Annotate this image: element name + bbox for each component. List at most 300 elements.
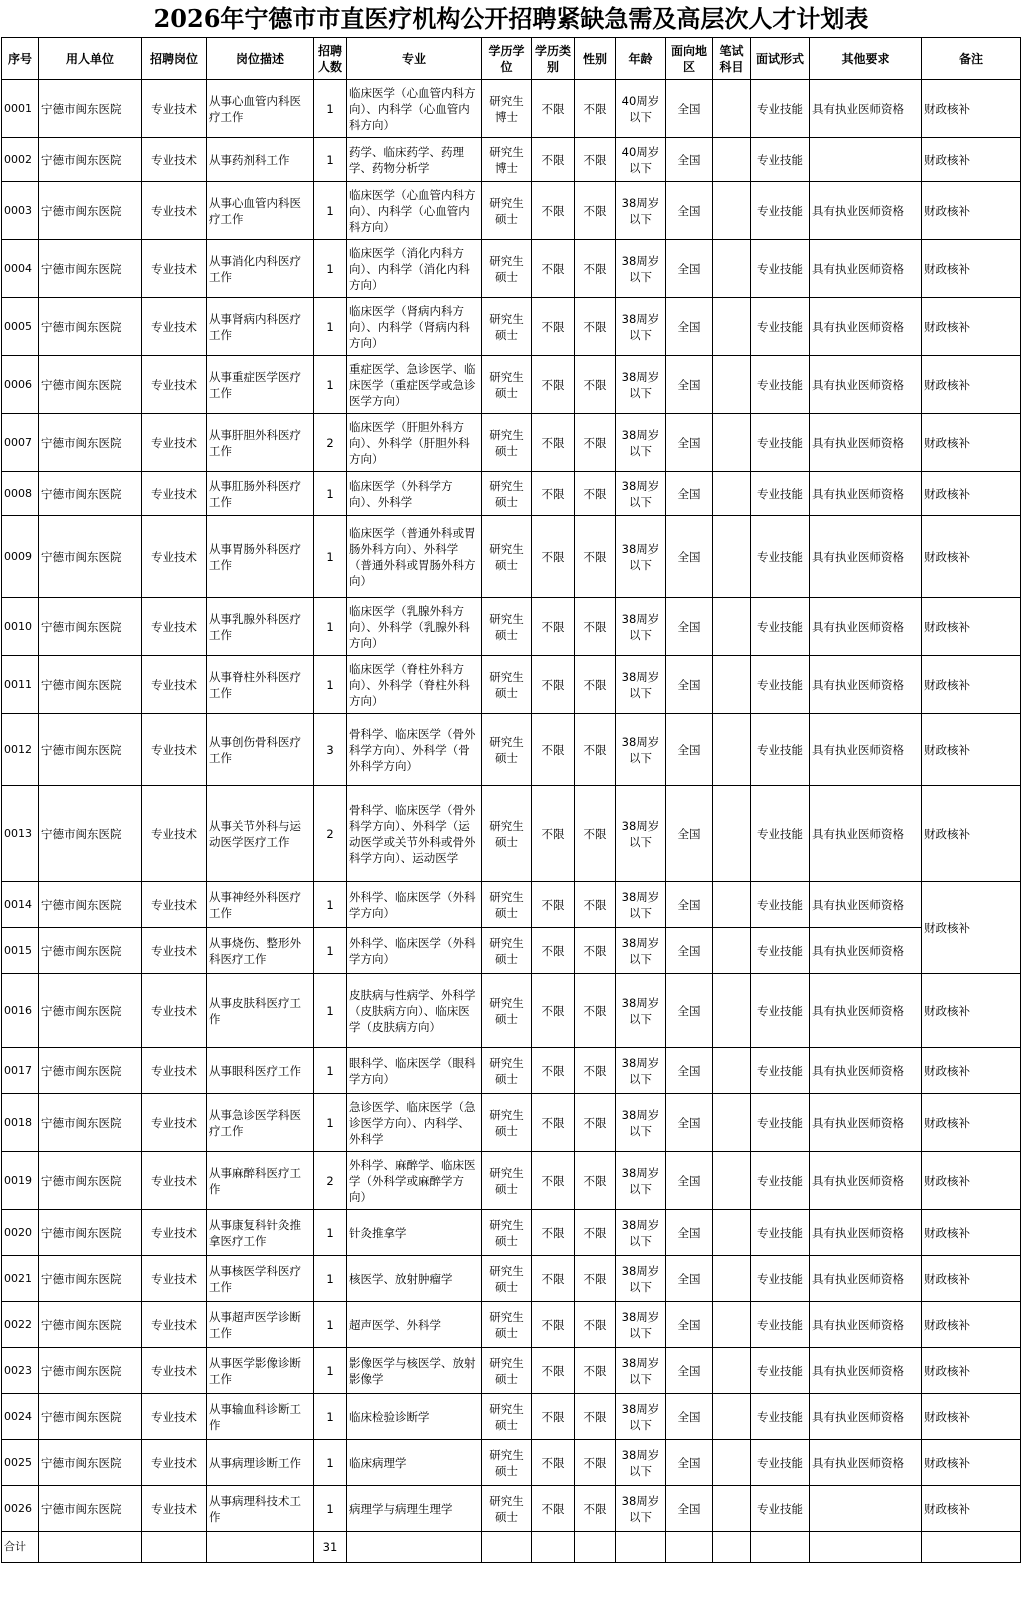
table-body xyxy=(2,80,1021,1532)
row-edutype-cell: 不限 xyxy=(532,182,575,240)
row-note-cell: 财政核补 xyxy=(922,80,1021,138)
row-area-cell: 全国 xyxy=(666,1394,713,1440)
row-count-cell: 1 xyxy=(314,1486,347,1532)
row-area-cell: 全国 xyxy=(666,598,713,656)
row-no-cell: 0015 xyxy=(2,928,39,974)
row-edu-cell: 研究生硕士 xyxy=(482,298,532,356)
row-post-cell: 专业技术 xyxy=(142,1440,207,1486)
row-gender-cell: 不限 xyxy=(575,1440,616,1486)
row-other-cell: 具有执业医师资格 xyxy=(810,714,922,786)
row-post-cell: 专业技术 xyxy=(142,516,207,598)
row-post-cell: 专业技术 xyxy=(142,1394,207,1440)
row-area-cell: 全国 xyxy=(666,80,713,138)
row-note-cell: 财政核补 xyxy=(922,974,1021,1048)
row-edutype-cell: 不限 xyxy=(532,1440,575,1486)
row-unit-cell: 宁德市闽东医院 xyxy=(39,1048,142,1094)
row-gender-cell: 不限 xyxy=(575,298,616,356)
row-other-cell: 具有执业医师资格 xyxy=(810,1394,922,1440)
row-unit-cell: 宁德市闽东医院 xyxy=(39,1302,142,1348)
table-row xyxy=(2,182,1021,240)
row-edu-cell: 研究生硕士 xyxy=(482,786,532,882)
row-note-cell: 财政核补 xyxy=(922,472,1021,516)
row-edutype-cell: 不限 xyxy=(532,1302,575,1348)
row-written-cell xyxy=(713,714,751,786)
row-interview-cell: 专业技能 xyxy=(751,1394,810,1440)
row-no-cell: 0005 xyxy=(2,298,39,356)
row-desc-cell: 从事病理科技术工作 xyxy=(207,1486,314,1532)
row-major-cell: 临床医学（脊柱外科方向）、外科学（脊柱外科方向） xyxy=(347,656,482,714)
row-other-cell xyxy=(810,138,922,182)
row-age-cell: 38周岁以下 xyxy=(616,1302,666,1348)
row-post-cell: 专业技术 xyxy=(142,882,207,928)
row-written-cell xyxy=(713,240,751,298)
row-written-cell xyxy=(713,182,751,240)
row-desc-cell: 从事核医学科医疗工作 xyxy=(207,1256,314,1302)
row-area-cell: 全国 xyxy=(666,1440,713,1486)
row-edutype-cell: 不限 xyxy=(532,472,575,516)
header-written: 笔试科目 xyxy=(713,38,751,80)
row-note-cell: 财政核补 xyxy=(922,414,1021,472)
row-post-cell: 专业技术 xyxy=(142,298,207,356)
header-post: 招聘岗位 xyxy=(142,38,207,80)
row-area-cell: 全国 xyxy=(666,356,713,414)
row-note-cell: 财政核补 xyxy=(922,786,1021,882)
row-no-cell: 0002 xyxy=(2,138,39,182)
table-row xyxy=(2,656,1021,714)
row-desc-cell: 从事病理诊断工作 xyxy=(207,1440,314,1486)
row-desc-cell: 从事康复科针灸推拿医疗工作 xyxy=(207,1210,314,1256)
row-desc-cell: 从事药剂科工作 xyxy=(207,138,314,182)
row-no-cell: 0023 xyxy=(2,1348,39,1394)
row-unit-cell: 宁德市闽东医院 xyxy=(39,1440,142,1486)
row-area-cell: 全国 xyxy=(666,1348,713,1394)
row-unit-cell: 宁德市闽东医院 xyxy=(39,786,142,882)
row-interview-cell: 专业技能 xyxy=(751,472,810,516)
row-edu-cell: 研究生硕士 xyxy=(482,472,532,516)
row-other-cell: 具有执业医师资格 xyxy=(810,598,922,656)
row-no-cell: 0012 xyxy=(2,714,39,786)
row-interview-cell: 专业技能 xyxy=(751,1348,810,1394)
row-edu-cell: 研究生硕士 xyxy=(482,1440,532,1486)
table-row xyxy=(2,414,1021,472)
row-count-cell: 1 xyxy=(314,240,347,298)
row-post-cell: 专业技术 xyxy=(142,356,207,414)
row-no-cell: 0018 xyxy=(2,1094,39,1152)
row-age-cell: 38周岁以下 xyxy=(616,1486,666,1532)
total-empty-cell xyxy=(575,1532,616,1563)
header-desc: 岗位描述 xyxy=(207,38,314,80)
row-age-cell: 38周岁以下 xyxy=(616,414,666,472)
row-gender-cell: 不限 xyxy=(575,1486,616,1532)
row-post-cell: 专业技术 xyxy=(142,1348,207,1394)
row-post-cell: 专业技术 xyxy=(142,974,207,1048)
row-written-cell xyxy=(713,1256,751,1302)
row-gender-cell: 不限 xyxy=(575,598,616,656)
row-area-cell: 全国 xyxy=(666,516,713,598)
row-desc-cell: 从事超声医学诊断工作 xyxy=(207,1302,314,1348)
header-edu: 学历学位 xyxy=(482,38,532,80)
row-age-cell: 38周岁以下 xyxy=(616,182,666,240)
row-edutype-cell: 不限 xyxy=(532,1486,575,1532)
row-other-cell: 具有执业医师资格 xyxy=(810,516,922,598)
row-major-cell: 外科学、临床医学（外科学方向） xyxy=(347,928,482,974)
row-area-cell: 全国 xyxy=(666,974,713,1048)
row-written-cell xyxy=(713,1440,751,1486)
table-row xyxy=(2,1256,1021,1302)
row-gender-cell: 不限 xyxy=(575,928,616,974)
table-row xyxy=(2,928,1021,974)
row-edu-cell: 研究生硕士 xyxy=(482,516,532,598)
row-count-cell: 1 xyxy=(314,1094,347,1152)
row-edutype-cell: 不限 xyxy=(532,1210,575,1256)
row-other-cell: 具有执业医师资格 xyxy=(810,1440,922,1486)
row-desc-cell: 从事肾病内科医疗工作 xyxy=(207,298,314,356)
header-other: 其他要求 xyxy=(810,38,922,80)
row-count-cell: 1 xyxy=(314,656,347,714)
row-post-cell: 专业技术 xyxy=(142,714,207,786)
row-gender-cell: 不限 xyxy=(575,414,616,472)
row-count-cell: 1 xyxy=(314,598,347,656)
row-major-cell: 临床医学（心血管内科方向）、内科学（心血管内科方向） xyxy=(347,182,482,240)
row-no-cell: 0016 xyxy=(2,974,39,1048)
table-row xyxy=(2,1348,1021,1394)
table-row xyxy=(2,1394,1021,1440)
row-edu-cell: 研究生硕士 xyxy=(482,1048,532,1094)
row-written-cell xyxy=(713,1048,751,1094)
row-desc-cell: 从事消化内科医疗工作 xyxy=(207,240,314,298)
row-major-cell: 急诊医学、临床医学（急诊医学方向）、内科学、外科学 xyxy=(347,1094,482,1152)
table-row xyxy=(2,472,1021,516)
row-interview-cell: 专业技能 xyxy=(751,1302,810,1348)
row-count-cell: 3 xyxy=(314,714,347,786)
row-major-cell: 重症医学、急诊医学、临床医学（重症医学或急诊医学方向） xyxy=(347,356,482,414)
row-post-cell: 专业技术 xyxy=(142,80,207,138)
row-gender-cell: 不限 xyxy=(575,714,616,786)
row-written-cell xyxy=(713,138,751,182)
table-row xyxy=(2,882,1021,928)
row-post-cell: 专业技术 xyxy=(142,1210,207,1256)
table-row xyxy=(2,786,1021,882)
row-area-cell: 全国 xyxy=(666,1256,713,1302)
row-gender-cell: 不限 xyxy=(575,138,616,182)
row-edutype-cell: 不限 xyxy=(532,1394,575,1440)
row-edutype-cell: 不限 xyxy=(532,656,575,714)
row-edutype-cell: 不限 xyxy=(532,714,575,786)
row-written-cell xyxy=(713,882,751,928)
total-empty-cell xyxy=(666,1532,713,1563)
row-unit-cell: 宁德市闽东医院 xyxy=(39,1394,142,1440)
row-count-cell: 1 xyxy=(314,1440,347,1486)
row-post-cell: 专业技术 xyxy=(142,1302,207,1348)
row-no-cell: 0006 xyxy=(2,356,39,414)
row-edutype-cell: 不限 xyxy=(532,786,575,882)
row-other-cell: 具有执业医师资格 xyxy=(810,240,922,298)
row-desc-cell: 从事重症医学医疗工作 xyxy=(207,356,314,414)
row-unit-cell: 宁德市闽东医院 xyxy=(39,356,142,414)
row-edu-cell: 研究生硕士 xyxy=(482,974,532,1048)
row-other-cell: 具有执业医师资格 xyxy=(810,1348,922,1394)
table-row xyxy=(2,1302,1021,1348)
row-desc-cell: 从事急诊医学科医疗工作 xyxy=(207,1094,314,1152)
row-count-cell: 1 xyxy=(314,298,347,356)
row-count-cell: 1 xyxy=(314,472,347,516)
row-other-cell: 具有执业医师资格 xyxy=(810,1210,922,1256)
row-interview-cell: 专业技能 xyxy=(751,414,810,472)
row-desc-cell: 从事乳腺外科医疗工作 xyxy=(207,598,314,656)
row-major-cell: 眼科学、临床医学（眼科学方向） xyxy=(347,1048,482,1094)
row-other-cell xyxy=(810,1486,922,1532)
row-interview-cell: 专业技能 xyxy=(751,240,810,298)
row-edutype-cell: 不限 xyxy=(532,414,575,472)
row-age-cell: 38周岁以下 xyxy=(616,974,666,1048)
row-note-cell: 财政核补 xyxy=(922,516,1021,598)
row-gender-cell: 不限 xyxy=(575,80,616,138)
row-interview-cell: 专业技能 xyxy=(751,1152,810,1210)
row-no-cell: 0007 xyxy=(2,414,39,472)
row-written-cell xyxy=(713,414,751,472)
row-unit-cell: 宁德市闽东医院 xyxy=(39,240,142,298)
row-edutype-cell: 不限 xyxy=(532,882,575,928)
row-age-cell: 38周岁以下 xyxy=(616,1152,666,1210)
row-edutype-cell: 不限 xyxy=(532,240,575,298)
row-gender-cell: 不限 xyxy=(575,472,616,516)
row-area-cell: 全国 xyxy=(666,1210,713,1256)
row-age-cell: 40周岁以下 xyxy=(616,138,666,182)
table-row xyxy=(2,298,1021,356)
row-other-cell: 具有执业医师资格 xyxy=(810,182,922,240)
total-empty-cell xyxy=(482,1532,532,1563)
row-interview-cell: 专业技能 xyxy=(751,1256,810,1302)
row-edu-cell: 研究生硕士 xyxy=(482,1302,532,1348)
row-post-cell: 专业技术 xyxy=(142,182,207,240)
row-note-cell: 财政核补 xyxy=(922,1094,1021,1152)
table-row xyxy=(2,1486,1021,1532)
row-desc-cell: 从事眼科医疗工作 xyxy=(207,1048,314,1094)
row-no-cell: 0004 xyxy=(2,240,39,298)
row-count-cell: 1 xyxy=(314,974,347,1048)
row-count-cell: 1 xyxy=(314,182,347,240)
row-post-cell: 专业技术 xyxy=(142,786,207,882)
row-major-cell: 骨科学、临床医学（骨外科学方向）、外科学（运动医学或关节外科或骨外科学方向）、运动医学 xyxy=(347,786,482,882)
total-empty-cell xyxy=(922,1532,1021,1563)
row-unit-cell: 宁德市闽东医院 xyxy=(39,656,142,714)
table-row xyxy=(2,714,1021,786)
row-other-cell: 具有执业医师资格 xyxy=(810,414,922,472)
row-major-cell: 临床医学（普通外科或胃肠外科方向）、外科学（普通外科或胃肠外科方向） xyxy=(347,516,482,598)
row-edu-cell: 研究生硕士 xyxy=(482,1486,532,1532)
row-written-cell xyxy=(713,1486,751,1532)
row-unit-cell: 宁德市闽东医院 xyxy=(39,414,142,472)
row-desc-cell: 从事烧伤、整形外科医疗工作 xyxy=(207,928,314,974)
row-edu-cell: 研究生博士 xyxy=(482,80,532,138)
row-count-cell: 1 xyxy=(314,882,347,928)
row-other-cell: 具有执业医师资格 xyxy=(810,472,922,516)
row-age-cell: 38周岁以下 xyxy=(616,1094,666,1152)
row-written-cell xyxy=(713,1094,751,1152)
row-count-cell: 1 xyxy=(314,356,347,414)
total-empty-cell xyxy=(142,1532,207,1563)
row-major-cell: 临床医学（消化内科方向）、内科学（消化内科方向） xyxy=(347,240,482,298)
row-edu-cell: 研究生硕士 xyxy=(482,1256,532,1302)
row-post-cell: 专业技术 xyxy=(142,1256,207,1302)
row-unit-cell: 宁德市闽东医院 xyxy=(39,138,142,182)
row-written-cell xyxy=(713,472,751,516)
total-label: 合计 xyxy=(2,1532,39,1563)
row-no-cell: 0025 xyxy=(2,1440,39,1486)
row-unit-cell: 宁德市闽东医院 xyxy=(39,182,142,240)
row-note-cell: 财政核补 xyxy=(922,882,1021,974)
row-area-cell: 全国 xyxy=(666,1486,713,1532)
row-edu-cell: 研究生硕士 xyxy=(482,1094,532,1152)
row-other-cell: 具有执业医师资格 xyxy=(810,298,922,356)
row-other-cell: 具有执业医师资格 xyxy=(810,928,922,974)
row-other-cell: 具有执业医师资格 xyxy=(810,1302,922,1348)
row-desc-cell: 从事肛肠外科医疗工作 xyxy=(207,472,314,516)
row-no-cell: 0003 xyxy=(2,182,39,240)
page-title: 2026年宁德市市直医疗机构公开招聘紧缺急需及高层次人才计划表 xyxy=(153,4,869,33)
row-interview-cell: 专业技能 xyxy=(751,516,810,598)
row-gender-cell: 不限 xyxy=(575,1302,616,1348)
row-major-cell: 临床医学（心血管内科方向）、内科学（心血管内科方向） xyxy=(347,80,482,138)
row-age-cell: 38周岁以下 xyxy=(616,656,666,714)
table-row xyxy=(2,80,1021,138)
row-age-cell: 38周岁以下 xyxy=(616,1256,666,1302)
row-no-cell: 0021 xyxy=(2,1256,39,1302)
row-age-cell: 38周岁以下 xyxy=(616,714,666,786)
row-age-cell: 38周岁以下 xyxy=(616,472,666,516)
row-age-cell: 38周岁以下 xyxy=(616,1440,666,1486)
row-count-cell: 2 xyxy=(314,414,347,472)
row-edu-cell: 研究生硕士 xyxy=(482,1152,532,1210)
row-count-cell: 1 xyxy=(314,138,347,182)
row-interview-cell: 专业技能 xyxy=(751,1048,810,1094)
row-no-cell: 0017 xyxy=(2,1048,39,1094)
row-desc-cell: 从事关节外科与运动医学医疗工作 xyxy=(207,786,314,882)
row-major-cell: 超声医学、外科学 xyxy=(347,1302,482,1348)
row-edu-cell: 研究生硕士 xyxy=(482,928,532,974)
row-post-cell: 专业技术 xyxy=(142,414,207,472)
row-unit-cell: 宁德市闽东医院 xyxy=(39,1256,142,1302)
header-age: 年龄 xyxy=(616,38,666,80)
row-unit-cell: 宁德市闽东医院 xyxy=(39,80,142,138)
row-desc-cell: 从事胃肠外科医疗工作 xyxy=(207,516,314,598)
row-interview-cell: 专业技能 xyxy=(751,882,810,928)
row-other-cell: 具有执业医师资格 xyxy=(810,974,922,1048)
row-area-cell: 全国 xyxy=(666,182,713,240)
row-post-cell: 专业技术 xyxy=(142,1094,207,1152)
row-gender-cell: 不限 xyxy=(575,1394,616,1440)
row-area-cell: 全国 xyxy=(666,138,713,182)
row-interview-cell: 专业技能 xyxy=(751,1486,810,1532)
row-age-cell: 38周岁以下 xyxy=(616,1048,666,1094)
row-edutype-cell: 不限 xyxy=(532,1094,575,1152)
row-written-cell xyxy=(713,598,751,656)
table-row xyxy=(2,356,1021,414)
row-desc-cell: 从事麻醉科医疗工作 xyxy=(207,1152,314,1210)
row-post-cell: 专业技术 xyxy=(142,598,207,656)
row-other-cell: 具有执业医师资格 xyxy=(810,1152,922,1210)
row-note-cell: 财政核补 xyxy=(922,1302,1021,1348)
row-unit-cell: 宁德市闽东医院 xyxy=(39,472,142,516)
row-desc-cell: 从事医学影像诊断工作 xyxy=(207,1348,314,1394)
header-interview: 面试形式 xyxy=(751,38,810,80)
row-post-cell: 专业技术 xyxy=(142,1048,207,1094)
row-written-cell xyxy=(713,298,751,356)
row-edutype-cell: 不限 xyxy=(532,356,575,414)
total-empty-cell xyxy=(347,1532,482,1563)
row-interview-cell: 专业技能 xyxy=(751,80,810,138)
row-edu-cell: 研究生硕士 xyxy=(482,240,532,298)
row-unit-cell: 宁德市闽东医院 xyxy=(39,928,142,974)
row-edutype-cell: 不限 xyxy=(532,298,575,356)
row-desc-cell: 从事创伤骨科医疗工作 xyxy=(207,714,314,786)
row-edutype-cell: 不限 xyxy=(532,598,575,656)
table-row xyxy=(2,1094,1021,1152)
row-interview-cell: 专业技能 xyxy=(751,1440,810,1486)
row-interview-cell: 专业技能 xyxy=(751,598,810,656)
row-major-cell: 核医学、放射肿瘤学 xyxy=(347,1256,482,1302)
table-row xyxy=(2,516,1021,598)
row-interview-cell: 专业技能 xyxy=(751,974,810,1048)
row-no-cell: 0026 xyxy=(2,1486,39,1532)
row-note-cell: 财政核补 xyxy=(922,356,1021,414)
row-interview-cell: 专业技能 xyxy=(751,786,810,882)
row-gender-cell: 不限 xyxy=(575,1048,616,1094)
row-area-cell: 全国 xyxy=(666,1048,713,1094)
row-gender-cell: 不限 xyxy=(575,786,616,882)
row-other-cell: 具有执业医师资格 xyxy=(810,80,922,138)
row-edutype-cell: 不限 xyxy=(532,1348,575,1394)
row-no-cell: 0024 xyxy=(2,1394,39,1440)
row-interview-cell: 专业技能 xyxy=(751,356,810,414)
row-unit-cell: 宁德市闽东医院 xyxy=(39,1094,142,1152)
row-desc-cell: 从事输血科诊断工作 xyxy=(207,1394,314,1440)
row-age-cell: 38周岁以下 xyxy=(616,356,666,414)
row-other-cell: 具有执业医师资格 xyxy=(810,1048,922,1094)
total-row xyxy=(2,1532,1021,1563)
row-area-cell: 全国 xyxy=(666,786,713,882)
row-edu-cell: 研究生硕士 xyxy=(482,1210,532,1256)
header-edutype: 学历类别 xyxy=(532,38,575,80)
row-edu-cell: 研究生硕士 xyxy=(482,714,532,786)
row-count-cell: 2 xyxy=(314,786,347,882)
row-post-cell: 专业技术 xyxy=(142,656,207,714)
row-age-cell: 38周岁以下 xyxy=(616,786,666,882)
row-other-cell: 具有执业医师资格 xyxy=(810,1256,922,1302)
row-post-cell: 专业技术 xyxy=(142,1486,207,1532)
row-edu-cell: 研究生硕士 xyxy=(482,598,532,656)
row-age-cell: 38周岁以下 xyxy=(616,516,666,598)
row-no-cell: 0011 xyxy=(2,656,39,714)
total-count: 31 xyxy=(314,1532,347,1563)
row-area-cell: 全国 xyxy=(666,298,713,356)
row-age-cell: 38周岁以下 xyxy=(616,1210,666,1256)
row-count-cell: 1 xyxy=(314,1210,347,1256)
row-unit-cell: 宁德市闽东医院 xyxy=(39,1210,142,1256)
total-empty-cell xyxy=(39,1532,142,1563)
total-empty-cell xyxy=(751,1532,810,1563)
row-gender-cell: 不限 xyxy=(575,974,616,1048)
row-major-cell: 临床医学（外科学方向）、外科学 xyxy=(347,472,482,516)
row-major-cell: 药学、临床药学、药理学、药物分析学 xyxy=(347,138,482,182)
row-edutype-cell: 不限 xyxy=(532,928,575,974)
row-edu-cell: 研究生硕士 xyxy=(482,1348,532,1394)
row-desc-cell: 从事心血管内科医疗工作 xyxy=(207,182,314,240)
row-unit-cell: 宁德市闽东医院 xyxy=(39,516,142,598)
row-major-cell: 皮肤病与性病学、外科学（皮肤病方向）、临床医学（皮肤病方向） xyxy=(347,974,482,1048)
row-desc-cell: 从事神经外科医疗工作 xyxy=(207,882,314,928)
row-edu-cell: 研究生硕士 xyxy=(482,656,532,714)
